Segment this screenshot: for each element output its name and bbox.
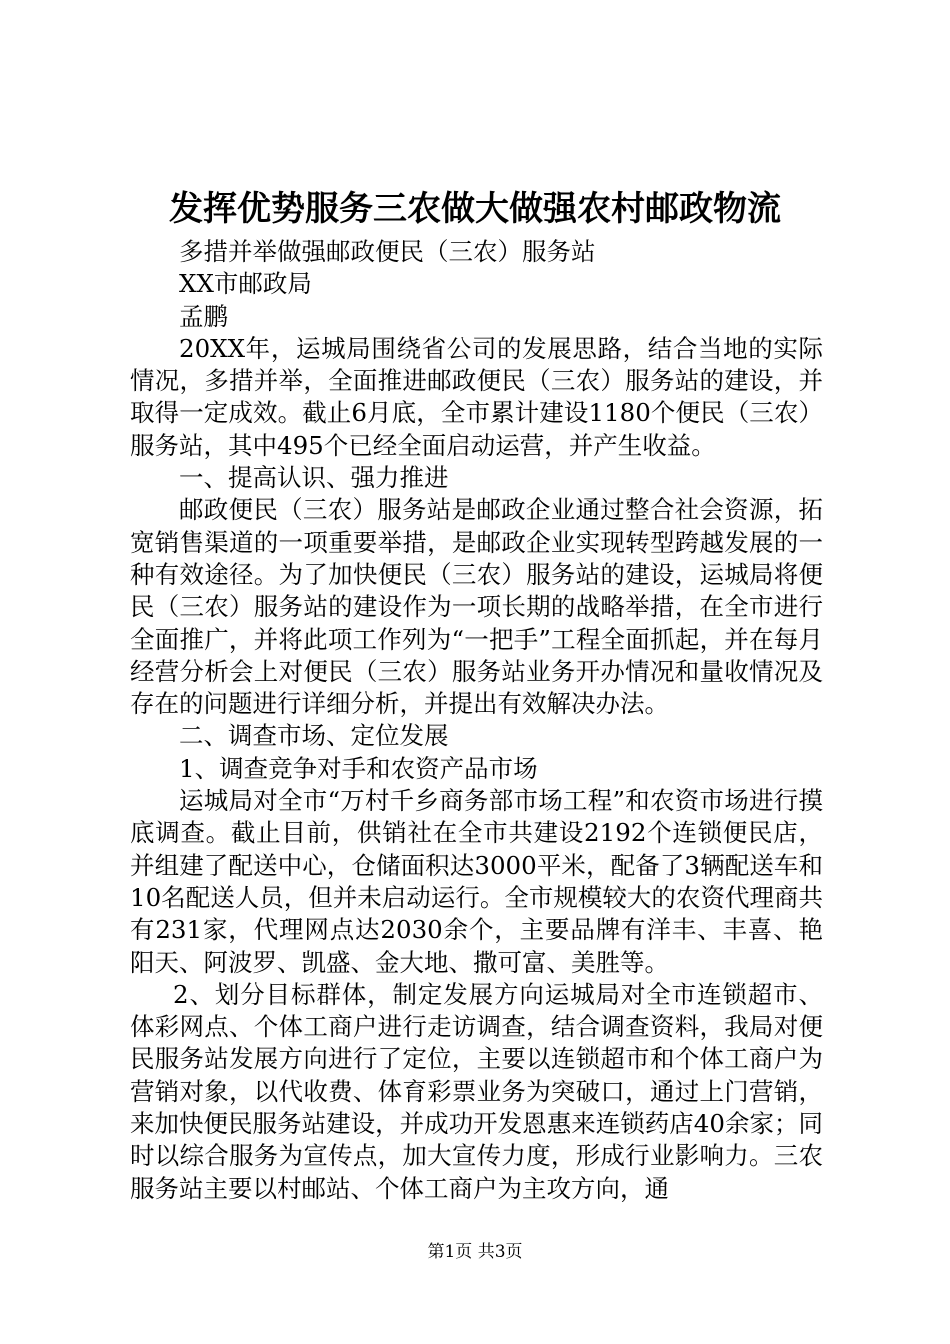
subsection-heading-1: 1、调查竞争对手和农资产品市场 bbox=[179, 753, 538, 783]
subtitle-line: 多措并举做强邮政便民（三农）服务站 bbox=[179, 237, 596, 266]
subsection-1-paragraph: 运城局对全市“万村千乡商务部市场工程”和农资市场进行摸底调查。截止目前，供销社在全市共建设2192个连锁便民店，并组建了配送中心，仓储面积达3000平米，配备了3辆配送车和10名配送人员，但并未启动运行。全市规模较大的农资代理商共有231家，代理网点达2030余个，主要品牌有洋丰、丰喜、艳阳天、阿波罗、凯盛、金大地、撒可富、美胜等。 bbox=[130, 786, 823, 977]
section-heading-1: 一、提高认识、强力推进 bbox=[179, 463, 449, 493]
intro-paragraph: 20XX年，运城局围绕省公司的发展思路，结合当地的实际情况，多措并举，全面推进邮政便民（三农）服务站的建设，并取得一定成效。截止6月底，全市累计建设1180个便民（三农）服务站，其中495个已经全面启动运营，并产生收益。 bbox=[130, 333, 823, 460]
document-title: 发挥优势服务三农做大做强农村邮政物流 bbox=[169, 189, 781, 229]
section-heading-2: 二、调查市场、定位发展 bbox=[179, 721, 449, 751]
subsection-2-paragraph: 2、划分目标群体，制定发展方向运城局对全市连锁超市、体彩网点、个体工商户进行走访调查，结合调查资料，我局对便民服务站发展方向进行了定位，主要以连锁超市和个体工商户为营销对象，以代收费、体育彩票业务为突破口，通过上门营销，来加快便民服务站建设，并成功开发恩惠来连锁药店40余家；同时以综合服务为宣传点，加大宣传力度，形成行业影响力。三农服务站主要以村邮站、个体工商户为主攻方向，通 bbox=[130, 979, 823, 1203]
author-line: 孟鹏 bbox=[179, 301, 228, 331]
section-1-paragraph: 邮政便民（三农）服务站是邮政企业通过整合社会资源，拓宽销售渠道的一项重要举措，是邮政企业实现转型跨越发展的一种有效途径。为了加快便民（三农）服务站的建设，运城局将便民（三农）服务站的建设作为一项长期的战略举措，在全市进行全面推广，并将此项工作列为“一把手”工程全面抓起，并在每月经营分析会上对便民（三农）服务站业务开办情况和量收情况及存在的问题进行详细分析，并提出有效解决办法。 bbox=[130, 495, 823, 719]
organization-line: XX市邮政局 bbox=[179, 269, 312, 299]
document-body bbox=[130, 236, 823, 1205]
page-number-footer: 第1页 共3页 bbox=[427, 1242, 523, 1262]
